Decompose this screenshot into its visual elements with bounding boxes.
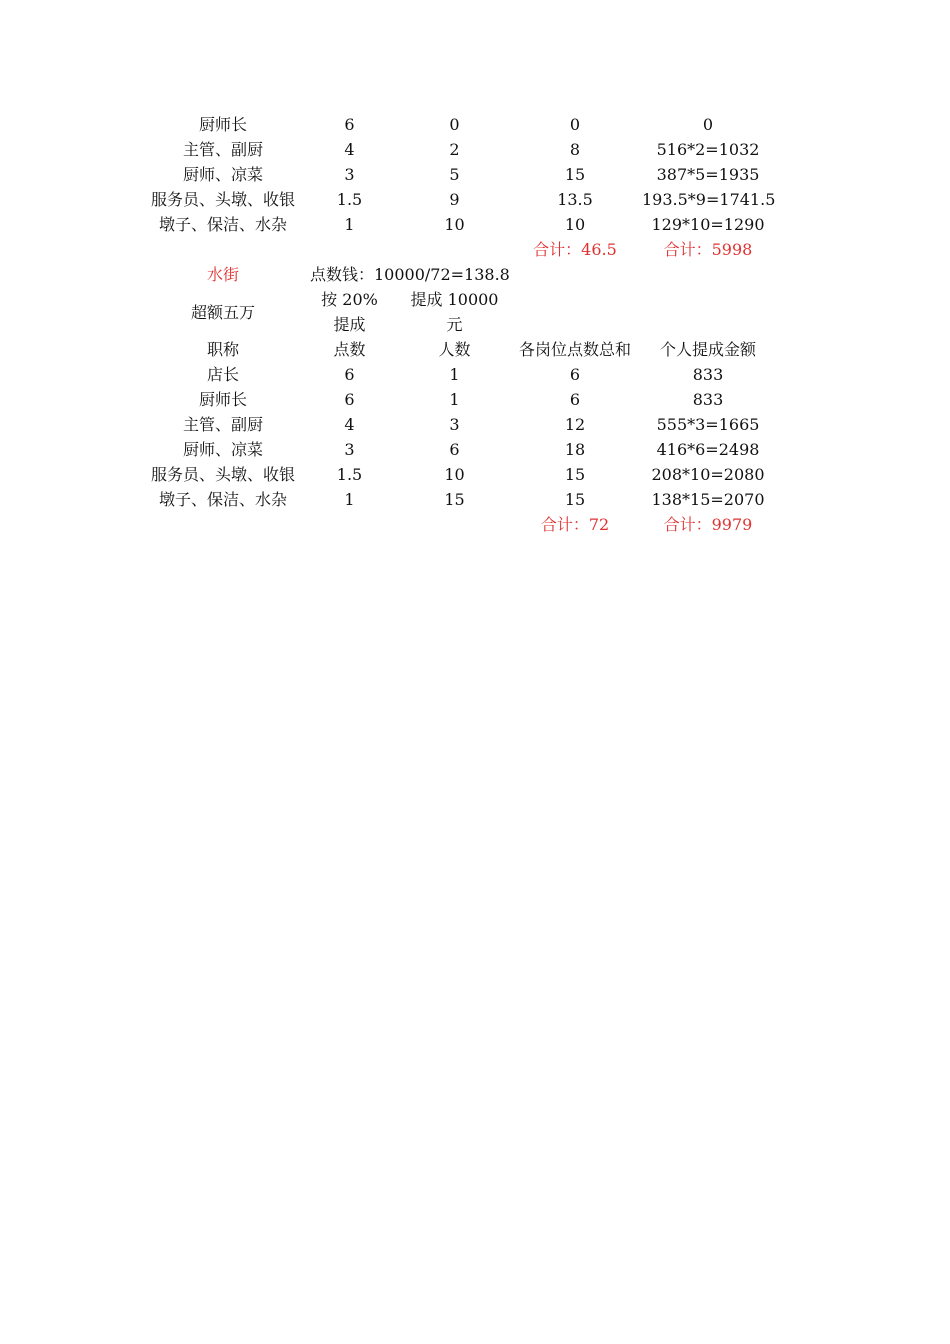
cell-amount: 516*2=1032	[656, 140, 760, 159]
cell-title: 厨师长	[198, 390, 247, 409]
cell-amount: 129*10=1290	[651, 215, 765, 234]
table-row	[148, 387, 788, 412]
cell-points: 4	[344, 415, 355, 434]
cell-sum: 0	[569, 115, 581, 134]
table-row	[148, 112, 788, 137]
table-header	[148, 337, 788, 362]
cell-sum: 8	[569, 140, 581, 159]
header-amount: 个人提成金额	[659, 340, 756, 359]
cell-sum: 15	[564, 165, 586, 184]
excess-row	[148, 287, 788, 337]
cell-points: 1.5	[336, 465, 363, 484]
spreadsheet	[148, 112, 788, 537]
rate-label: 按 20%提成	[321, 290, 378, 334]
cell-amount: 0	[702, 115, 714, 134]
cell-points: 1.5	[336, 190, 363, 209]
cell-points: 6	[344, 115, 355, 134]
cell-title: 服务员、头墩、收银	[150, 190, 295, 209]
table-row	[148, 487, 788, 512]
store-row	[148, 262, 788, 287]
cell-amount: 193.5*9=1741.5	[642, 190, 776, 209]
table-row	[148, 187, 788, 212]
cell-title: 服务员、头墩、收银	[150, 465, 295, 484]
cell-title: 墩子、保洁、水杂	[158, 490, 287, 509]
excess-label: 超额五万	[190, 302, 255, 322]
cell-amount: 208*10=2080	[651, 465, 765, 484]
header-points: 点数	[333, 340, 366, 359]
table-row	[148, 162, 788, 187]
cell-title: 主管、副厨	[182, 140, 263, 159]
cell-title: 厨师、凉菜	[182, 165, 263, 184]
total-amount: 合计：5998	[663, 240, 753, 259]
cell-amount: 833	[692, 365, 724, 384]
table-row	[148, 462, 788, 487]
cell-sum: 6	[569, 390, 581, 409]
cell-points: 1	[344, 215, 355, 234]
cell-sum: 15	[564, 490, 586, 509]
cell-points: 6	[344, 390, 355, 409]
cell-count: 15	[444, 490, 465, 509]
cell-count: 9	[449, 190, 460, 209]
cell-count: 1	[449, 390, 460, 409]
cell-title: 店长	[206, 365, 239, 384]
cell-title: 主管、副厨	[182, 415, 263, 434]
store-name: 水街	[206, 265, 239, 284]
cell-count: 0	[449, 115, 460, 134]
cell-count: 3	[449, 415, 460, 434]
cell-count: 2	[449, 140, 460, 159]
table-row	[148, 437, 788, 462]
total-amount: 合计：9979	[663, 515, 753, 534]
header-count: 人数	[438, 340, 471, 359]
total-row	[148, 237, 788, 262]
total-row	[148, 512, 788, 537]
cell-title: 厨师长	[198, 115, 247, 134]
cell-amount: 387*5=1935	[656, 165, 760, 184]
table-row	[148, 212, 788, 237]
total-sum: 合计：46.5	[533, 240, 617, 259]
table-row	[148, 362, 788, 387]
header-sum: 各岗位点数总和	[518, 340, 631, 359]
cell-points: 4	[344, 140, 355, 159]
cell-count: 10	[444, 465, 465, 484]
commission-label: 提成 10000元	[410, 290, 499, 334]
cell-amount: 416*6=2498	[656, 440, 760, 459]
cell-count: 10	[444, 215, 465, 234]
table-row	[148, 412, 788, 437]
cell-points: 3	[344, 440, 355, 459]
cell-amount: 138*15=2070	[651, 490, 765, 509]
cell-sum: 6	[569, 365, 581, 384]
cell-sum: 12	[564, 415, 586, 434]
cell-sum: 15	[564, 465, 586, 484]
point-money: 点数钱：10000/72=138.8	[310, 265, 510, 284]
cell-title: 厨师、凉菜	[182, 440, 263, 459]
cell-title: 墩子、保洁、水杂	[158, 215, 287, 234]
cell-sum: 13.5	[557, 190, 593, 209]
cell-count: 1	[449, 365, 460, 384]
cell-amount: 833	[692, 390, 724, 409]
cell-sum: 18	[564, 440, 586, 459]
cell-sum: 10	[564, 215, 586, 234]
total-sum: 合计：72	[540, 515, 610, 534]
cell-count: 6	[449, 440, 460, 459]
header-title: 职称	[206, 340, 239, 359]
table-row	[148, 137, 788, 162]
cell-points: 1	[344, 490, 355, 509]
cell-count: 5	[449, 165, 460, 184]
cell-amount: 555*3=1665	[656, 415, 760, 434]
cell-points: 6	[344, 365, 355, 384]
cell-points: 3	[344, 165, 355, 184]
